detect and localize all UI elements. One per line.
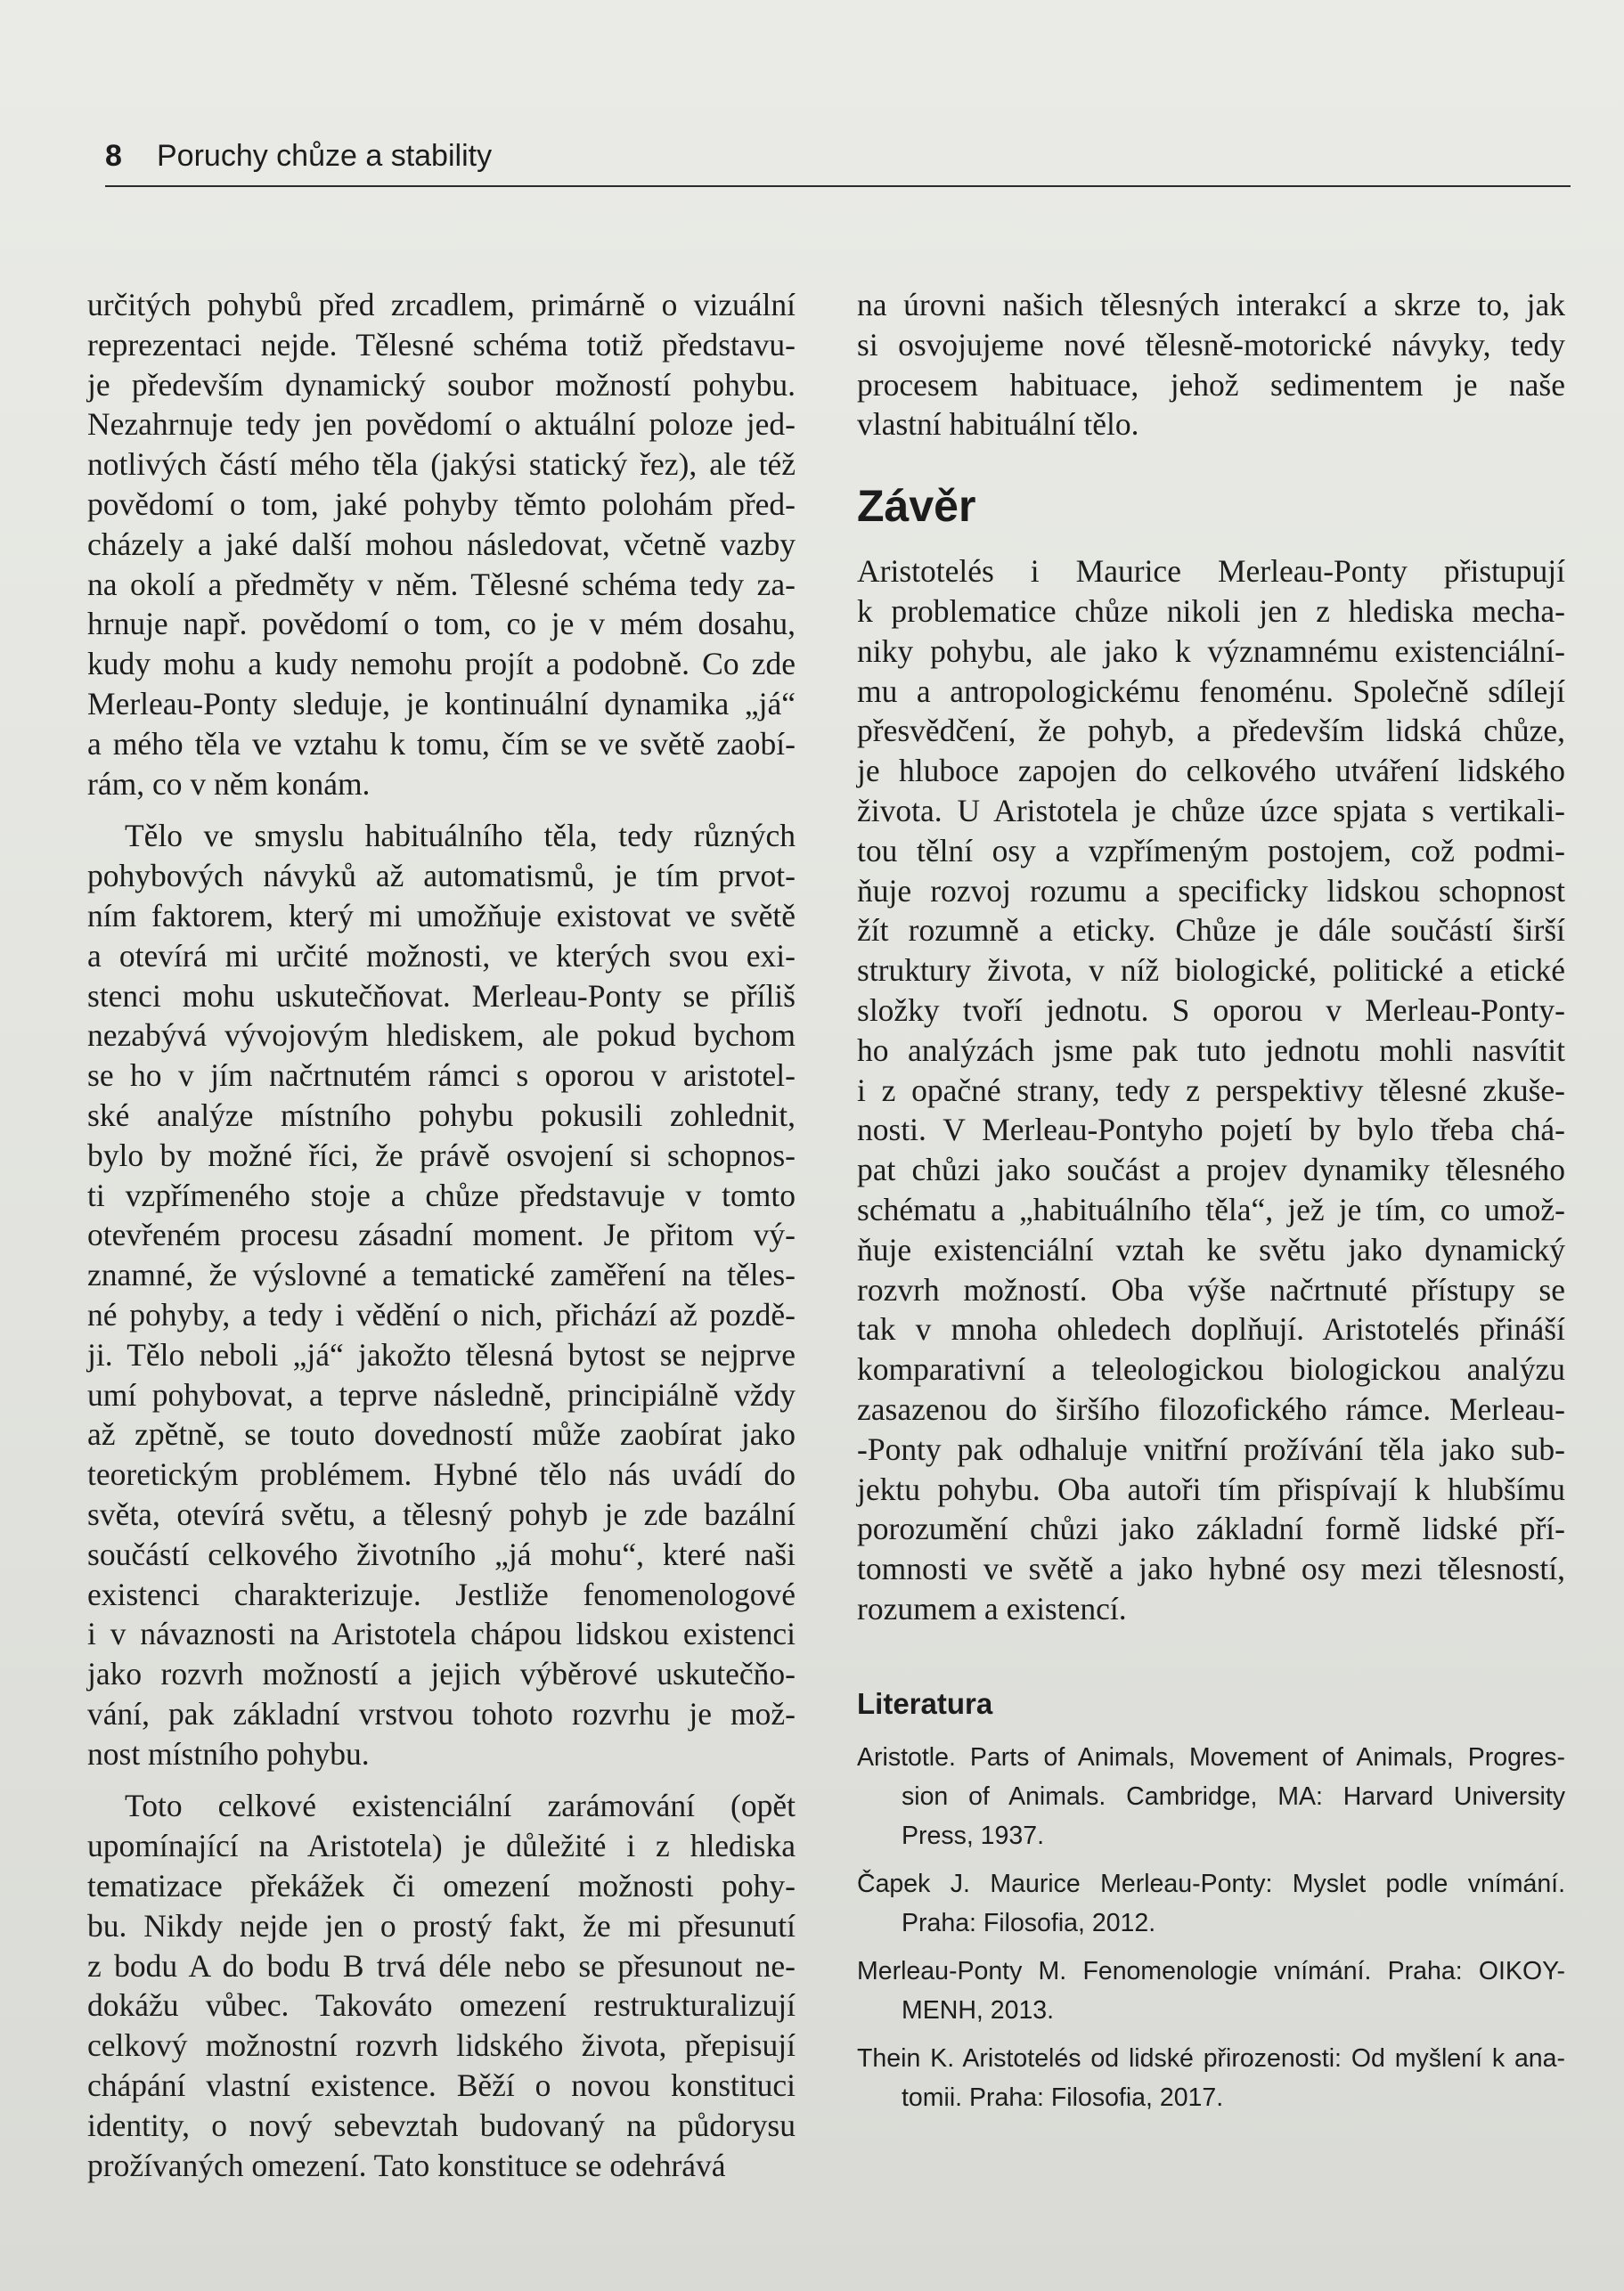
right-column [857,285,1565,2126]
text-line: tou tělní osy a vzpřímeným postojem, což podmi- [857,832,1565,868]
text-line: tomnosti ve světě a jako hybné osy mezi tělesností, [857,1551,1565,1587]
text-line: Praha: Filosofia, 2012. [902,1908,1156,1937]
intro-text [857,285,1565,444]
text-line: ňuje existenciální vztah ke světu jako dynamický [857,1231,1565,1268]
text-line: reprezentaci nejde. Tělesné schéma totiž představu- [87,326,796,363]
text-line: Merleau-Ponty sleduje, je kontinuální dynamika „já“ [87,685,796,722]
text-line: celkový možnostní rozvrh lidského života, přepisují [87,2027,796,2064]
page-header [105,134,1571,187]
reference-list [857,1738,1565,2117]
text-line: tak v mnoha ohledech doplňují. Aristotelés přináší [857,1311,1565,1348]
text-line: schématu a „habituálního těla“, jež je tím, co umož- [857,1191,1565,1227]
text-line: a otevírá mi určité možnosti, ve kterých svou exi- [87,937,796,974]
text-line: komparativní a teleologickou biologickou analýzu [857,1351,1565,1388]
text-line: na okolí a předměty v něm. Tělesné schéma tedy za- [87,566,796,602]
text-line: notlivých částí mého těla (jakýsi statický řez), ale též [87,446,796,483]
text-line: ji. Tělo neboli „já“ jakožto tělesná bytost se nejprve [87,1336,796,1373]
conclusion-text [857,551,1565,1629]
text-line: Press, 1937. [902,1821,1045,1850]
text-line: dokážu vůbec. Takováto omezení restrukturalizují [87,1987,796,2024]
text-line: a mého těla ve vztahu k tomu, čím se ve světě zaobí- [87,725,796,762]
text-line: složky tvoří jednotu. S oporou v Merleau-Ponty- [857,991,1565,1028]
text-line: života. U Aristotela je chůze úzce spjata s vertikali- [857,792,1565,828]
text-line: znamné, že výslovné a tematické zaměření na těles- [87,1257,796,1293]
text-line: porozumění chůzi jako základní formě lidské pří- [857,1511,1565,1547]
text-line: i v návaznosti na Aristotela chápou lidskou existenci [87,1616,796,1652]
text-line: kudy mohu a kudy nemohu projít a podobně. Co zde [87,646,796,682]
reference-item [857,2039,1565,2117]
text-line: žít rozumně a eticky. Chůze je dále součástí širší [857,912,1565,949]
text-line: umí pohybovat, a teprve následně, principiálně vždy [87,1376,796,1413]
text-line: bylo by možné říci, že právě osvojení si schopnos- [87,1137,796,1173]
text-line: rozvrh možností. Oba výše načrtnuté přístupy se [857,1271,1565,1308]
text-line: povědomí o tom, jaké pohyby těmto polohám před- [87,485,796,522]
text-line: ti vzpřímeného stoje a chůze představuje v tomto [87,1177,796,1213]
text-line: Aristotelés i Maurice Merleau-Ponty přistupují [857,553,1565,590]
text-line: Thein K. Aristotelés od lidské přirozenosti: Od myšlení k ana- [857,2043,1565,2073]
text-line: pohybových návyků až automatismů, je tím prvot- [87,858,796,894]
text-line: jako rozvrh možností a jejich výběrové uskutečňo- [87,1656,796,1692]
text-line: i z opačné strany, tedy z perspektivy tělesné zkuše- [857,1072,1565,1108]
text-line: až zpětně, se touto dovedností může zaobírat jako [87,1416,796,1453]
text-line: rám, co v něm konám. [87,765,371,802]
conclusion-heading: Závěr [857,481,976,532]
text-line: existenci charakterizuje. Jestliže fenomenologové [87,1576,796,1612]
text-line: bu. Nikdy nejde jen o prostý fakt, že mi přesunutí [87,1907,796,1944]
text-line: Čapek J. Maurice Merleau-Ponty: Myslet podle vnímání. [857,1869,1565,1898]
text-line: hrnuje např. povědomí o tom, co je v mém dosahu, [87,606,796,642]
text-line: nost místního pohybu. [87,1735,370,1772]
text-line: vání, pak základní vrstvou tohoto rozvrhu je mož- [87,1695,796,1732]
text-line: z bodu A do bodu B trvá déle nebo se přesunout ne- [87,1947,796,1984]
page-number: 8 [105,139,122,173]
text-line: mu a antropologickému fenoménu. Společně sdílejí [857,673,1565,709]
text-line: chápání vlastní existence. Běží o novou konstituci [87,2067,796,2104]
left-column [87,285,796,2185]
text-line: na úrovni našich tělesných interakcí a skrze to, jak [857,287,1565,322]
text-line: určitých pohybů před zrcadlem, primárně o vizuální [87,287,796,322]
text-line: Tělo ve smyslu habituálního těla, tedy různých [125,818,796,854]
text-line: tematizace překážek či omezení možnosti pohy- [87,1868,796,1904]
header-rule [105,185,1571,187]
text-line: Toto celkové existenciální zarámování (opět [125,1788,796,1824]
reference-item [857,1952,1565,2030]
text-line: né pohyby, a tedy i vědění o nich, přichází až pozdě- [87,1296,796,1333]
text-line: teoretickým problémem. Hybné tělo nás uvádí do [87,1456,796,1493]
text-line: je hluboce zapojen do celkového utváření lidského [857,753,1565,789]
text-line: jektu pohybu. Oba autoři tím přispívají k hlubšímu [857,1471,1565,1507]
text-line: nosti. V Merleau-Pontyho pojetí by bylo třeba chá- [857,1112,1565,1148]
text-line: -Ponty pak odhaluje vnitřní prožívání těla jako sub- [857,1431,1565,1467]
running-title: Poruchy chůze a stability [157,139,493,173]
text-line: k problematice chůze nikoli jen z hlediska mecha- [857,592,1565,629]
reference-item [857,1864,1565,1943]
text-line: struktury života, v níž biologické, politické a etické [857,952,1565,989]
text-line: Nezahrnuje tedy jen povědomí o aktuální poloze jed- [87,406,796,443]
reference-item [857,1738,1565,1855]
literature-heading: Literatura [857,1686,993,1720]
text-line: MENH, 2013. [902,1995,1055,2025]
text-line: cházely a jaké další mohou následovat, včetně vazby [87,526,796,562]
text-line: zasazenou do širšího filozofického rámce. Merleau- [857,1390,1565,1427]
text-line: rozumem a existencí. [857,1590,1127,1627]
text-line: vlastní habituální tělo. [857,406,1139,443]
text-line: upomínající na Aristotela) je důležité i z hlediska [87,1828,796,1864]
text-line: se ho v jím načrtnutém rámci s oporou v aristotel- [87,1057,796,1094]
text-line: ho analýzách jsme pak tuto jednotu mohli nasvítit [857,1031,1565,1068]
text-line: sion of Animals. Cambridge, MA: Harvard University [902,1781,1565,1811]
text-line: je především dynamický soubor možností pohybu. [87,366,796,403]
text-line: otevřeném procesu zásadní moment. Je přitom vý- [87,1217,796,1253]
text-line: nezabývá vývojovým hlediskem, ale pokud bychom [87,1017,796,1054]
text-line: prožívaných omezení. Tato konstituce se odehrává [87,2147,726,2183]
text-line: Merleau-Ponty M. Fenomenologie vnímání. Praha: OIKOY- [857,1956,1565,1985]
text-line: součástí celkového životního „já mohu“, které naši [87,1536,796,1572]
text-line: stenci mohu uskutečňovat. Merleau-Ponty se příliš [87,977,796,1014]
text-line: procesem habituace, jehož sedimentem je naše [857,366,1565,403]
text-line: přesvědčení, že pohyb, a především lidská chůze, [857,713,1565,749]
text-line: ním faktorem, který mi umožňuje existovat ve světě [87,897,796,934]
paragraph [87,816,796,1773]
text-line: niky pohybu, ale jako k významnému existenciální- [857,632,1565,669]
text-line: Aristotle. Parts of Animals, Movement of Animals, Progres- [857,1742,1565,1772]
text-line: tomii. Praha: Filosofia, 2017. [902,2083,1224,2112]
text-line: ňuje rozvoj rozumu a specificky lidskou schopnost [857,872,1565,909]
text-line: si osvojujeme nové tělesně-motorické návyky, tedy [857,326,1565,363]
paragraph [87,285,796,803]
text-line: ské analýze místního pohybu pokusili zohlednit, [87,1097,796,1133]
text-line: identity, o nový sebevztah budovaný na půdorysu [87,2107,796,2143]
paragraph [87,1786,796,2185]
text-line: světa, otevírá světu, a tělesný pohyb je zde bazální [87,1496,796,1532]
text-line: pat chůzi jako součást a projev dynamiky tělesného [857,1152,1565,1188]
